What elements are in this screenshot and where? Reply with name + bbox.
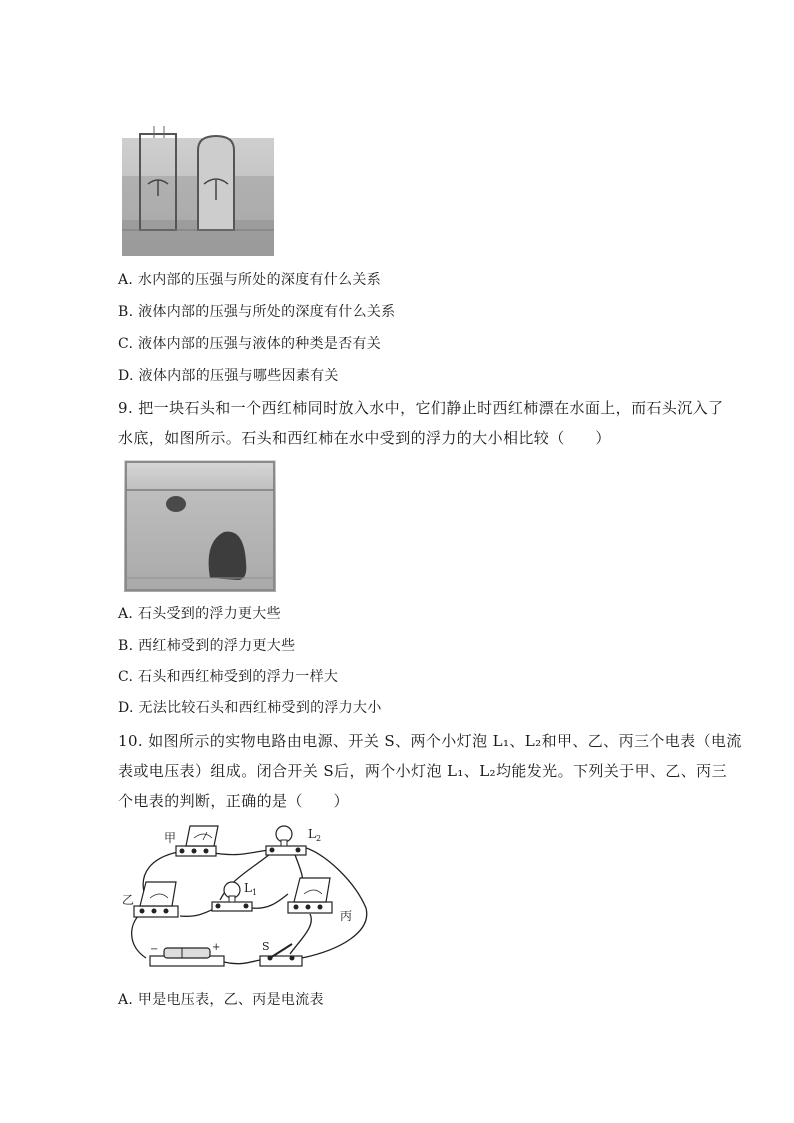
q10-stem-line2: 表或电压表）组成。闭合开关 S后，两个小灯泡 L₁、L₂均能发光。下列关于甲、乙、丙三 (118, 762, 727, 780)
q9-option-b[interactable]: B. 西红柿受到的浮力更大些 (118, 638, 296, 654)
q8-option-c[interactable]: C. 液体内部的压强与液体的种类是否有关 (118, 336, 382, 352)
bulb-l2 (266, 826, 306, 855)
label-bing: 丙 (340, 909, 353, 923)
meter-bing (288, 878, 332, 913)
q9-stem-line2: 水底，如图所示。石头和西红柿在水中受到的浮力的大小相比较（ ） (118, 429, 611, 447)
q10-stem-line1: 10. 如图所示的实物电路由电源、开关 S、两个小灯泡 L₁、L₂和甲、乙、丙三个电表（电流 (118, 732, 742, 750)
label-l1: $L_1$ (244, 881, 258, 897)
label-l2: $L_2$ (308, 827, 322, 843)
q8-option-a[interactable]: A. 水内部的压强与所处的深度有什么关系 (118, 272, 382, 288)
tank-tomato-stone-photo-icon (124, 460, 276, 592)
q9-option-a[interactable]: A. 石头受到的浮力更大些 (118, 606, 281, 622)
label-minus: − (150, 944, 159, 955)
q8-option-d[interactable]: D. 液体内部的压强与哪些因素有关 (118, 368, 339, 384)
label-yi: 乙 (122, 893, 135, 907)
label-jia: 甲 (164, 831, 177, 845)
q9-option-d[interactable]: D. 无法比较石头和西红柿受到的浮力大小 (118, 700, 382, 716)
beaker-pressure-gauge-photo-icon (118, 120, 278, 258)
label-s: S (262, 940, 270, 953)
q10-option-a[interactable]: A. 甲是电压表，乙、丙是电流表 (118, 992, 324, 1008)
meter-yi (134, 882, 178, 917)
q9-stem-line1: 9. 把一块石头和一个西红柿同时放入水中，它们静止时西红柿漂在水面上，而石头沉入了 (118, 399, 724, 417)
q8-option-b[interactable]: B. 液体内部的压强与所处的深度有什么关系 (118, 304, 396, 320)
label-plus: + (212, 942, 221, 953)
q9-option-c[interactable]: C. 石头和西红柿受到的浮力一样大 (118, 669, 339, 685)
circuit-diagram-icon (120, 822, 372, 972)
q10-stem-line3: 个电表的判断，正确的是（ ） (118, 792, 350, 810)
meter-jia (176, 826, 218, 856)
